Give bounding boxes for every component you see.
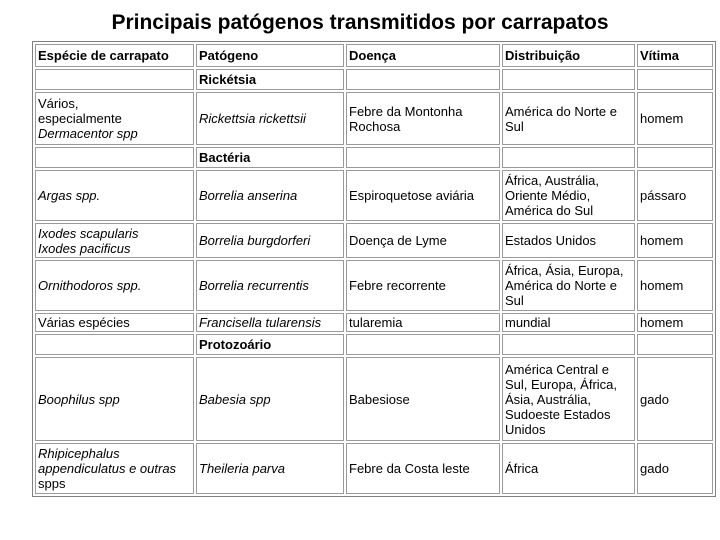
species-text: appendiculatus e outras	[38, 461, 177, 476]
species-text: especialmente	[38, 111, 122, 126]
table-row	[35, 92, 713, 145]
header-disease: Doença	[346, 44, 500, 67]
table-row	[35, 357, 713, 441]
species-text: Vários,	[38, 96, 79, 111]
disease-cell: Febre da Montonha Rochosa	[346, 92, 500, 145]
pathogen-table	[32, 41, 716, 497]
distribution-cell: América Central e Sul, Europa, África, Ásia, Austrália, Sudoeste Estados Unidos	[502, 357, 635, 441]
empty-cell	[502, 147, 635, 168]
section-label: Bactéria	[196, 147, 344, 168]
victim-cell: homem	[637, 223, 713, 258]
disease-cell: Babesiose	[346, 357, 500, 441]
section-label: Rickétsia	[196, 69, 344, 90]
header-pathogen: Patógeno	[196, 44, 344, 67]
disease-cell: Doença de Lyme	[346, 223, 500, 258]
distribution-cell: América do Norte e Sul	[502, 92, 635, 145]
disease-cell: tularemia	[346, 313, 500, 332]
pathogen-cell: Borrelia burgdorferi	[196, 223, 344, 258]
species-cell: Ornithodoros spp.	[35, 260, 194, 311]
empty-cell	[637, 147, 713, 168]
section-row-bacteria	[35, 147, 713, 168]
pathogen-cell: Babesia spp	[196, 357, 344, 441]
victim-cell: gado	[637, 443, 713, 494]
victim-cell: homem	[637, 260, 713, 311]
pathogen-cell: Francisella tularensis	[196, 313, 344, 332]
empty-cell	[35, 69, 194, 90]
table-row	[35, 313, 713, 332]
empty-cell	[637, 334, 713, 355]
species-cell: Várias espécies	[35, 313, 194, 332]
empty-cell	[637, 69, 713, 90]
distribution-cell: mundial	[502, 313, 635, 332]
species-cell: Boophilus spp	[35, 357, 194, 441]
section-row-ricketsia	[35, 69, 713, 90]
disease-cell: Espiroquetose aviária	[346, 170, 500, 221]
section-label: Protozoário	[196, 334, 344, 355]
distribution-cell: África, Austrália, Oriente Médio, América do Sul	[502, 170, 635, 221]
pathogen-cell: Theileria parva	[196, 443, 344, 494]
species-text: Rhipicephalus	[38, 446, 120, 461]
table-row	[35, 223, 713, 258]
distribution-cell: Estados Unidos	[502, 223, 635, 258]
pathogen-cell: Borrelia anserina	[196, 170, 344, 221]
victim-cell: homem	[637, 313, 713, 332]
victim-cell: homem	[637, 92, 713, 145]
table-row	[35, 260, 713, 311]
page-title: Principais patógenos transmitidos por carrapatos	[111, 11, 609, 34]
empty-cell	[346, 147, 500, 168]
victim-cell: gado	[637, 357, 713, 441]
table-row	[35, 170, 713, 221]
header-distribution: Distribuição	[502, 44, 635, 67]
species-text: Dermacentor spp	[38, 126, 138, 141]
pathogen-cell: Borrelia recurrentis	[196, 260, 344, 311]
table-row	[35, 443, 713, 494]
header-victim: Vítima	[637, 44, 713, 67]
pathogen-cell: Rickettsia rickettsii	[196, 92, 344, 145]
section-row-protozoario	[35, 334, 713, 355]
species-cell	[35, 223, 194, 258]
disease-cell: Febre recorrente	[346, 260, 500, 311]
species-cell: Argas spp.	[35, 170, 194, 221]
empty-cell	[346, 334, 500, 355]
empty-cell	[502, 69, 635, 90]
empty-cell	[35, 147, 194, 168]
header-species: Espécie de carrapato	[35, 44, 194, 67]
species-text: Ixodes scapularis	[38, 225, 139, 241]
empty-cell	[502, 334, 635, 355]
species-text: Ixodes pacificus	[38, 240, 131, 256]
table-header-row	[35, 44, 713, 67]
species-text: spps	[38, 476, 66, 491]
empty-cell	[346, 69, 500, 90]
species-cell	[35, 443, 194, 494]
distribution-cell: África, Ásia, Europa, América do Norte e Sul	[502, 260, 635, 311]
disease-cell: Febre da Costa leste	[346, 443, 500, 494]
species-cell	[35, 92, 194, 145]
empty-cell	[35, 334, 194, 355]
victim-cell: pássaro	[637, 170, 713, 221]
distribution-cell: África	[502, 443, 635, 494]
